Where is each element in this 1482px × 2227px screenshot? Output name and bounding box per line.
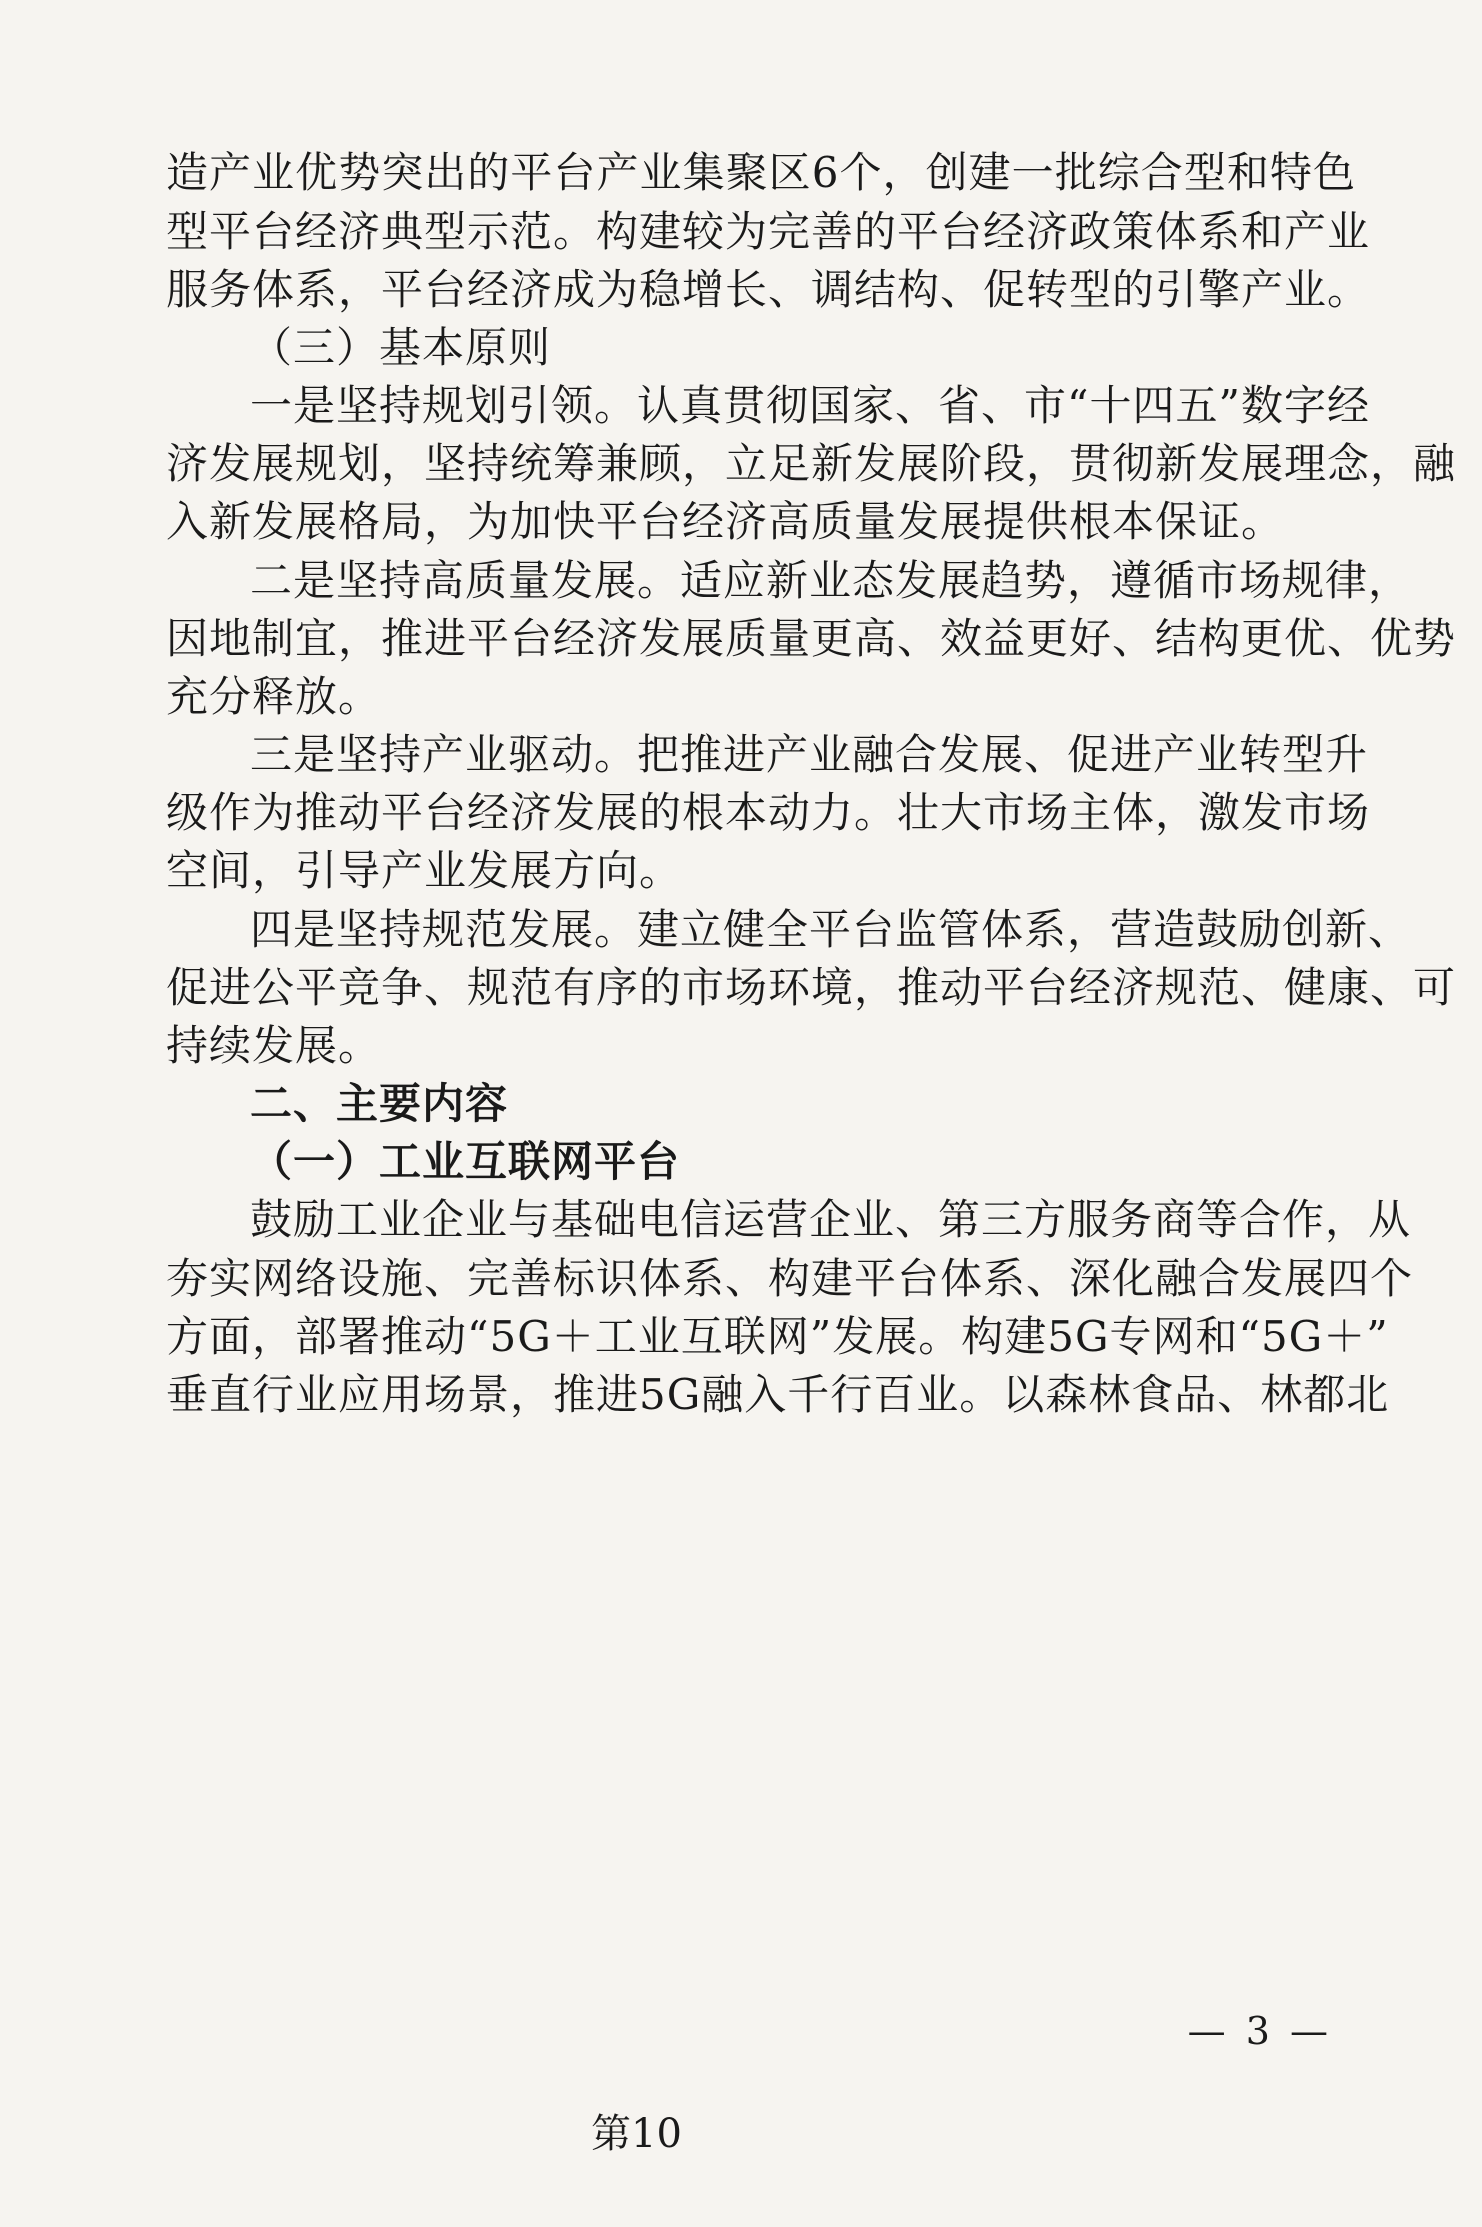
section-heading: 二、主要内容 (250, 1079, 509, 1128)
body-text-line: 济发展规划，坚持统筹兼顾，立足新发展阶段，贯彻新发展理念，融 (166, 439, 1457, 488)
body-text-line: 一是坚持规划引领。认真贯彻国家、省、市“十四五”数字经 (250, 381, 1370, 430)
body-text-line: 促进公平竞争、规范有序的市场环境，推动平台经济规范、健康、可 (166, 963, 1457, 1012)
body-text-line: 二是坚持高质量发展。适应新业态发展趋势，遵循市场规律， (250, 556, 1412, 605)
body-text-line: 充分释放。 (166, 672, 382, 721)
body-text-line: 鼓励工业企业与基础电信运营企业、第三方服务商等合作，从 (250, 1195, 1412, 1244)
section-subheading: （一）工业互联网平台 (250, 1137, 681, 1186)
body-text-line: 夯实网络设施、完善标识体系、构建平台体系、深化融合发展四个 (166, 1254, 1414, 1303)
body-text-line: 空间，引导产业发展方向。 (166, 846, 683, 895)
body-text-line: 入新发展格局，为加快平台经济高质量发展提供根本保证。 (166, 497, 1285, 546)
body-text-line: 型平台经济典型示范。构建较为完善的平台经济政策体系和产业 (166, 207, 1371, 256)
page-number: — 3 — (1187, 2009, 1332, 2053)
body-text-line: 四是坚持规范发展。建立健全平台监管体系，营造鼓励创新、 (250, 905, 1412, 954)
body-text-line: 因地制宜，推进平台经济发展质量更高、效益更好、结构更优、优势 (166, 614, 1457, 663)
body-text-line: 方面，部署推动“5G＋工业互联网”发展。构建5G专网和“5G＋” (166, 1312, 1389, 1361)
body-text-line: 服务体系，平台经济成为稳增长、调结构、促转型的引擎产业。 (166, 265, 1371, 314)
body-text-line: 级作为推动平台经济发展的根本动力。壮大市场主体，激发市场 (166, 788, 1371, 837)
footer-page-label: 第10 (591, 2111, 682, 2157)
body-text-line: 垂直行业应用场景，推进5G融入千行百业。以森林食品、林都北 (166, 1370, 1390, 1419)
section-subheading: （三）基本原则 (250, 323, 552, 372)
body-text-line: 持续发展。 (166, 1021, 382, 1070)
body-text-line: 三是坚持产业驱动。把推进产业融合发展、促进产业转型升 (250, 730, 1369, 779)
body-text-line: 造产业优势突出的平台产业集聚区6个，创建一批综合型和特色 (166, 148, 1356, 197)
